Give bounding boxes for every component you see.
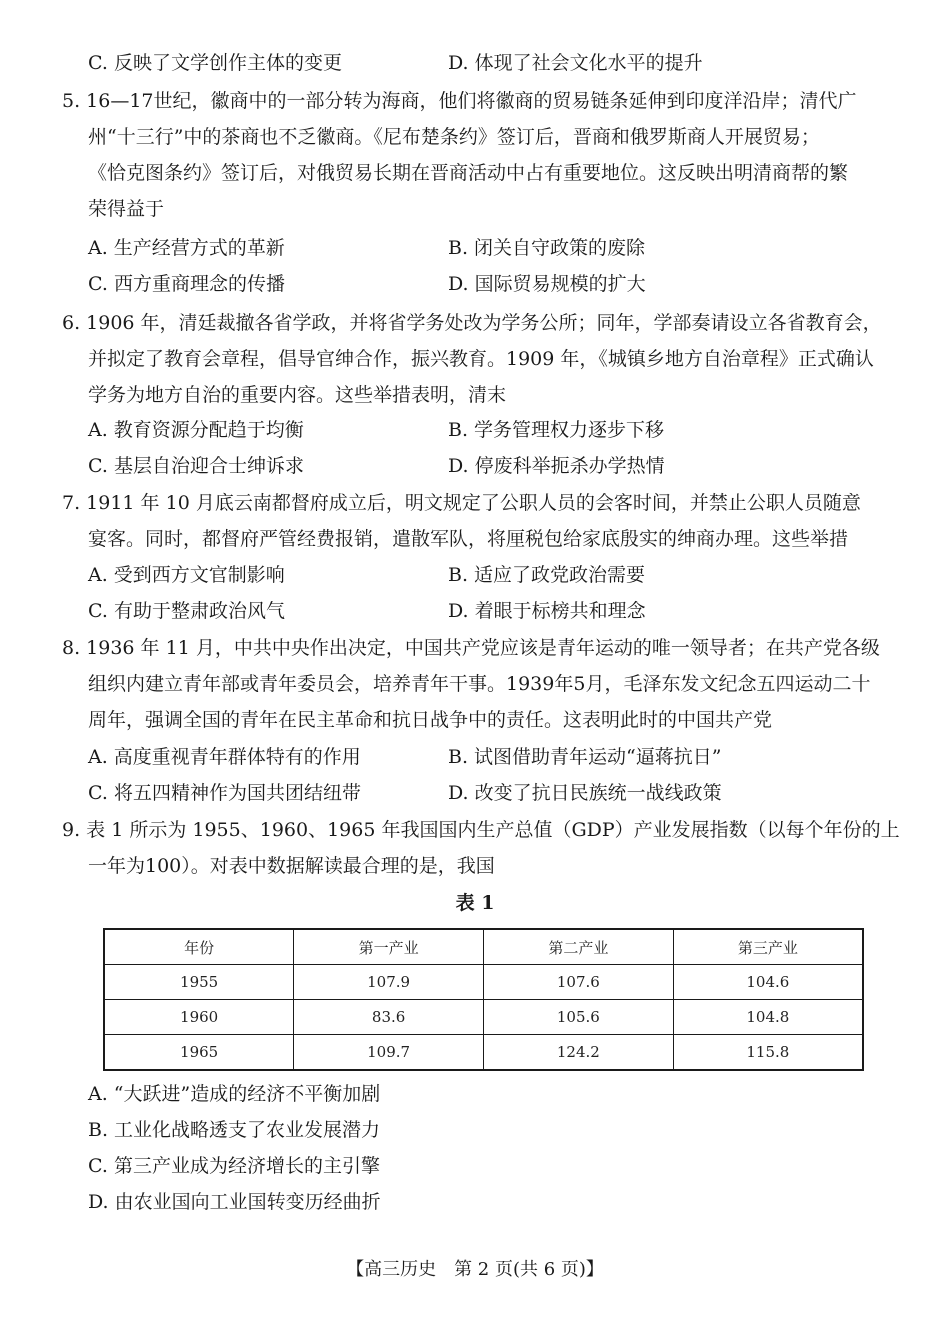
cell: 1955 (104, 965, 294, 1000)
gdp-index-table (103, 928, 864, 1071)
table-row (104, 1035, 863, 1071)
q7-option-a: A. 受到西方文官制影响 (88, 564, 285, 586)
q5-stem-line-4: 荣得益于 (88, 198, 165, 220)
q6-stem-line-3: 学务为地方自治的重要内容。这些举措表明，清末 (88, 384, 507, 406)
q7-option-c: C. 有助于整肃政治风气 (88, 600, 285, 622)
q9-option-b: B. 工业化战略透支了农业发展潜力 (88, 1119, 381, 1141)
cell: 107.6 (484, 965, 674, 1000)
q7-option-d: D. 着眼于标榜共和理念 (448, 600, 646, 622)
q4-option-d: D. 体现了社会文化水平的提升 (448, 52, 703, 74)
q6-option-c: C. 基层自治迎合士绅诉求 (88, 455, 304, 477)
table-header-row (104, 929, 863, 965)
q7-stem-line-2: 宴客。同时，都督府严管经费报销，遣散军队，将厘税包给家底殷实的绅商办理。这些举措 (88, 528, 849, 550)
q8-stem-line-1: 8. 1936 年 11 月，中共中央作出决定，中国共产党应该是青年运动的唯一领导者；在共产党各级 (62, 637, 880, 659)
q9-stem-line-2: 一年为100）。对表中数据解读最合理的是，我国 (88, 855, 495, 877)
table-row (104, 965, 863, 1000)
cell: 1965 (104, 1035, 294, 1071)
cell: 107.9 (294, 965, 484, 1000)
q8-stem-line-3: 周年，强调全国的青年在民主革命和抗日战争中的责任。这表明此时的中国共产党 (88, 709, 773, 731)
cell: 83.6 (294, 1000, 484, 1035)
q6-option-d: D. 停废科举扼杀办学热情 (448, 455, 665, 477)
q8-option-a: A. 高度重视青年群体特有的作用 (88, 746, 361, 768)
header-year: 年份 (104, 929, 294, 965)
header-secondary: 第二产业 (484, 929, 674, 965)
cell: 105.6 (484, 1000, 674, 1035)
table-caption: 表 1 (455, 892, 495, 914)
q6-stem-line-2: 并拟定了教育会章程，倡导官绅合作，振兴教育。1909 年，《城镇乡地方自治章程》正式确认 (88, 348, 874, 370)
cell: 104.8 (673, 1000, 863, 1035)
q4-option-c: C. 反映了文学创作主体的变更 (88, 52, 342, 74)
q6-option-b: B. 学务管理权力逐步下移 (448, 419, 665, 441)
q7-stem-line-1: 7. 1911 年 10 月底云南都督府成立后，明文规定了公职人员的会客时间，并禁止公职人员随意 (62, 492, 861, 514)
q6-stem-line-1: 6. 1906 年，清廷裁撤各省学政，并将省学务处改为学务公所；同年，学部奏请设立各省教育会， (62, 312, 882, 334)
cell: 124.2 (484, 1035, 674, 1071)
q8-option-d: D. 改变了抗日民族统一战线政策 (448, 782, 722, 804)
q9-option-c: C. 第三产业成为经济增长的主引擎 (88, 1155, 380, 1177)
q5-stem-line-3: 《恰克图条约》签订后，对俄贸易长期在晋商活动中占有重要地位。这反映出明清商帮的繁 (88, 162, 849, 184)
cell: 115.8 (673, 1035, 863, 1071)
q8-option-c: C. 将五四精神作为国共团结纽带 (88, 782, 361, 804)
q9-option-d: D. 由农业国向工业国转变历经曲折 (88, 1191, 381, 1213)
cell: 104.6 (673, 965, 863, 1000)
q6-option-a: A. 教育资源分配趋于均衡 (88, 419, 304, 441)
q8-stem-line-2: 组织内建立青年部或青年委员会，培养青年干事。1939年5月，毛泽东发文纪念五四运动二十 (88, 673, 871, 695)
q5-option-a: A. 生产经营方式的革新 (88, 237, 285, 259)
q5-option-c: C. 西方重商理念的传播 (88, 273, 285, 295)
q9-stem-line-1: 9. 表 1 所示为 1955、1960、1965 年我国国内生产总值（GDP）产业发展指数（以每个年份的上 (62, 819, 900, 841)
header-primary: 第一产业 (294, 929, 484, 965)
table-row (104, 1000, 863, 1035)
q7-option-b: B. 适应了政党政治需要 (448, 564, 646, 586)
q5-stem-line-1: 5. 16—17世纪，徽商中的一部分转为海商，他们将徽商的贸易链条延伸到印度洋沿岸；清代广 (62, 90, 857, 112)
header-tertiary: 第三产业 (673, 929, 863, 965)
q9-option-a: A. “大跃进”造成的经济不平衡加剧 (88, 1083, 381, 1105)
page-footer: 【高三历史 第 2 页(共 6 页)】 (346, 1259, 604, 1280)
q5-stem-line-2: 州“十三行”中的茶商也不乏徽商。《尼布楚条约》签订后，晋商和俄罗斯商人开展贸易； (88, 126, 820, 148)
cell: 1960 (104, 1000, 294, 1035)
q5-option-b: B. 闭关自守政策的废除 (448, 237, 646, 259)
cell: 109.7 (294, 1035, 484, 1071)
q8-option-b: B. 试图借助青年运动“逼蒋抗日” (448, 746, 722, 768)
q5-option-d: D. 国际贸易规模的扩大 (448, 273, 646, 295)
